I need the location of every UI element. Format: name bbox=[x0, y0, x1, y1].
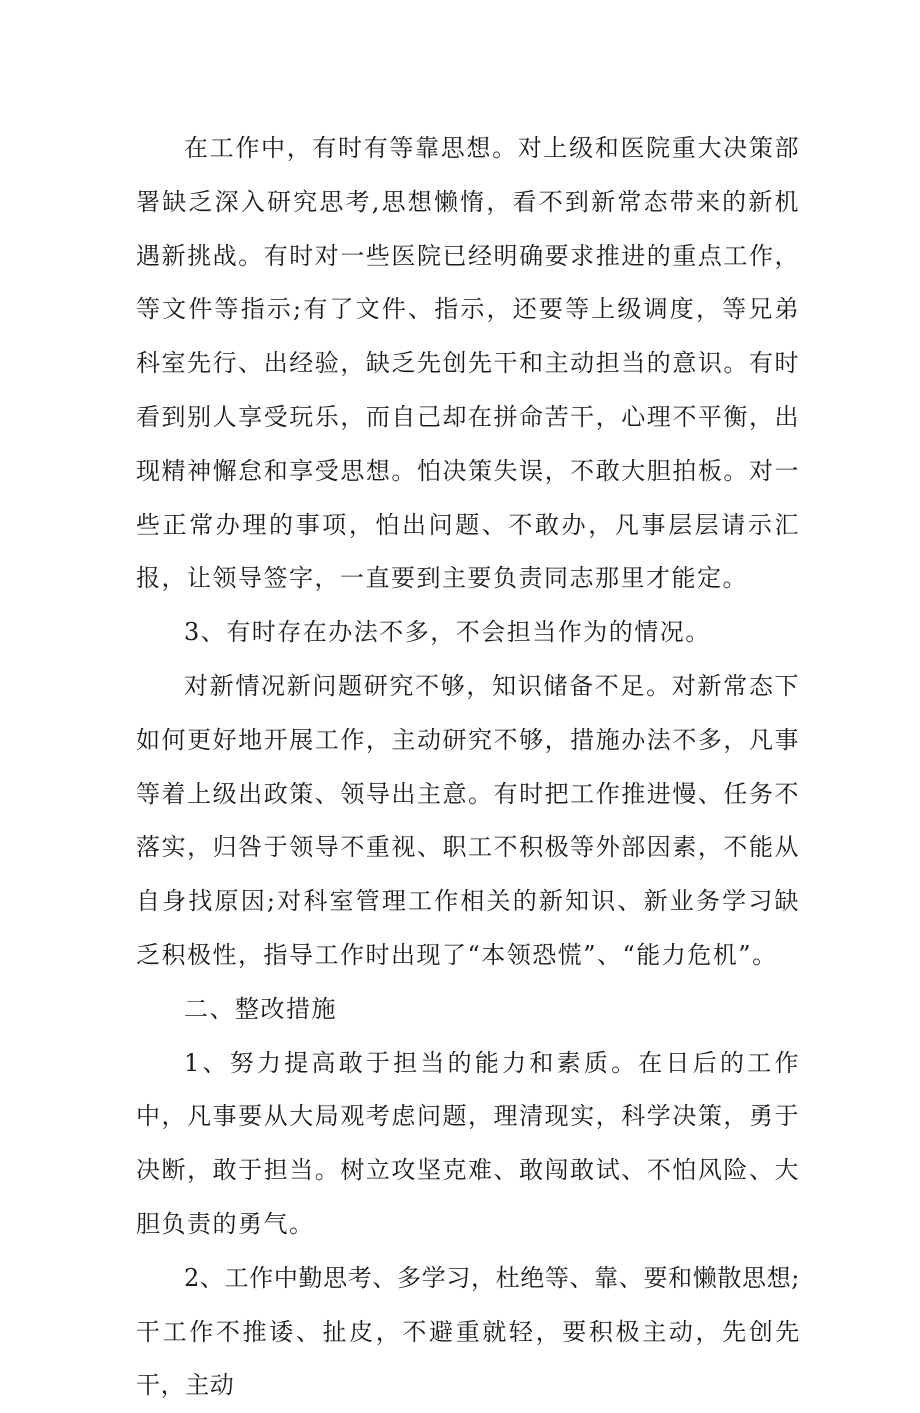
paragraph-knowledge-shortage: 对新情况新问题研究不够，知识储备不足。对新常态下如何更好地开展工作，主动研究不够，措施办法不多，凡事等着上级出政策、领导出主意。有时把工作推进慢、任务不落实，归咎于领导不重视、职工不积极等外部因素，不能从自身找原因;对科室管理工作相关的新知识、新业务学习缺乏积极性，指导工作时出现了“本领恐慌”、“能力危机”。 bbox=[136, 671, 800, 969]
paragraph-measure-1: 1、努力提高敢于担当的能力和素质。在日后的工作中，凡事要从大局观考虑问题，理清现实，科学决策，勇于决断，敢于担当。树立攻坚克难、敢闯敢试、不怕风险、大胆负责的勇气。 bbox=[136, 1048, 800, 1238]
document-body bbox=[136, 122, 800, 1413]
paragraph-item-3-heading: 3、有时存在办法不多，不会担当作为的情况。 bbox=[184, 618, 711, 647]
section-heading-rectification: 二、整改措施 bbox=[184, 994, 337, 1023]
paragraph-work-attitude: 在工作中，有时有等靠思想。对上级和医院重大决策部署缺乏深入研究思考,思想懒惰，看不到新常态带来的新机遇新挑战。有时对一些医院已经明确要求推进的重点工作，等文件等指示;有了文件、指示，还要等上级调度，等兄弟科室先行、出经验，缺乏先创先干和主动担当的意识。有时看到别人享受玩乐，而自己却在拼命苦干，心理不平衡，出现精神懈怠和享受思想。怕决策失误，不敢大胆拍板。对一些正常办理的事项，怕出问题、不敢办，凡事层层请示汇报，让领导签字，一直要到主要负责同志那里才能定。 bbox=[136, 134, 800, 593]
paragraph-measure-2: 2、工作中勤思考、多学习，杜绝等、靠、要和懒散思想;干工作不推诿、扯皮，不避重就轻，要积极主动，先创先干，主动 bbox=[136, 1263, 800, 1400]
